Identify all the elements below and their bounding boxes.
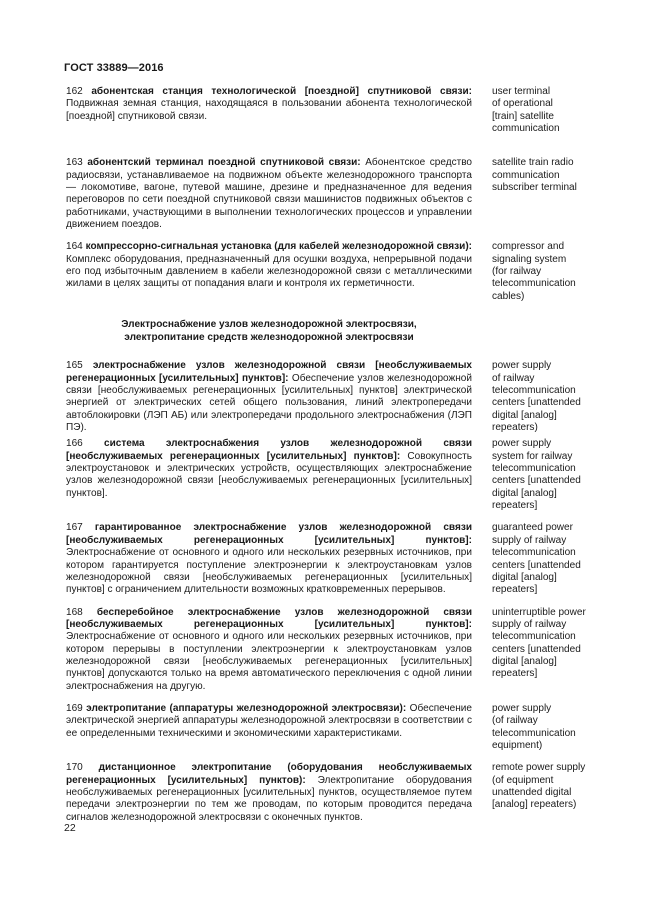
term-ru [66,607,472,693]
term-ru [66,86,472,123]
term-en-line: telecommunication [492,278,576,290]
term-en-line: of railway [492,372,535,384]
term-definition: Подвижная земная станция, находящаяся в пользовании абонента технологической [поездной] спутниковой связи. [66,98,472,122]
term-en [492,438,592,512]
term-en-line: signaling system [492,253,567,265]
term-definition: Электроснабжение от основного и одного или нескольких резервных источников, при котором перерывы в поступлении электроэнергии к электроустановкам узлов железнодорожной связи [необслуживаемых регенерационных [усилительных] пунктов] допускаются только на время автоматического переключения с одной линии электроснабжения на другую. [66,631,472,692]
term-en-line: digital [analog] [492,571,557,583]
term-entry-162 [66,86,590,135]
page-number: 22 [64,822,76,834]
term-definition: Электроснабжение от основного и одного или нескольких резервных источников, при котором гарантируется поступление электроэнергии к электроустановкам узлов железнодорожной связи [необслуживаемых регенерационных [усилительных] пунктов] с ограничением длительности возможных кратковременных перерывов. [66,547,472,596]
term-title: бесперебойное электроснабжение узлов железнодорожной связи [необслуживаемых регенерационных [усилительных] пунктов]: [66,606,472,630]
term-title: абонентский терминал поездной спутниковой связи: [87,157,361,169]
term-en-line: power supply [492,360,552,372]
term-en-line: [train] satellite [492,110,554,122]
term-en-line: satellite train radio [492,157,574,169]
term-en-line: centers [unattended [492,643,581,655]
term-en [492,360,592,434]
term-en-line: telecommunication [492,463,576,475]
term-en [492,762,592,811]
term-en-line: power supply [492,438,552,450]
term-en-line: communication [492,169,560,181]
term-en [492,86,592,135]
term-number: 169 [66,702,83,714]
term-en-line: user terminal [492,86,551,97]
term-ru [66,157,472,231]
term-en-line: repeaters] [492,584,538,596]
term-en-line: centers [unattended [492,397,581,409]
term-en-line: (of equipment [492,774,554,786]
term-definition: Совокупность электроустановок и электрических устройств, осуществляющих электроснабжение узлов железнодорожной связи [необслуживаемых регенерационных [усилительных] пунктов]. [66,450,472,499]
term-en-line: digital [analog] [492,655,557,667]
term-en-line: supply of railway [492,534,567,546]
term-en [492,157,592,194]
term-en-line: digital [analog] [492,487,557,499]
term-en [492,522,592,596]
term-en-line: telecommunication [492,385,576,397]
term-number: 163 [66,157,83,169]
term-en-line: [analog] repeaters) [492,799,577,811]
term-en-line: cables) [492,290,525,302]
term-number: 167 [66,522,83,534]
term-entry-170 [66,762,590,824]
term-en-line: remote power supply [492,762,586,774]
term-number: 165 [66,360,83,372]
section-title-line: Электроснабжение узлов железнодорожной электросвязи, [121,319,417,331]
term-entry-165 [66,360,590,434]
term-en-line: (of railway [492,715,538,727]
term-en-line: system for railway [492,450,573,462]
term-definition: Обеспечение узлов железнодорожной связи [необслуживаемых регенерационных [усилительных] пунктов] электрической энергией от электрических сетей общего пользования, линий электропередачи автоблокировки (ЛЭП АБ) или электропередачи продольного электроснабжения (ЛЭП ПЭ). [66,372,472,434]
term-entry-166 [66,438,590,512]
term-definition: Комплекс оборудования, предназначенный для осушки воздуха, непрерывной подачи его под избыточным давлением в кабели железнодорожной связи с металлическими жилами в целях защиты от попадания влаги и контроля их герметичности. [66,253,472,290]
term-number: 168 [66,606,83,618]
term-en-line: power supply [492,702,552,714]
term-en-line: unattended digital [492,787,572,798]
term-en-line: repeaters] [492,668,538,680]
term-ru [66,762,472,824]
term-en-line: compressor and [492,241,565,253]
term-number: 162 [66,86,83,97]
term-title: абонентская станция технологической [поездной] спутниковой связи: [91,86,473,97]
term-title: электроснабжение узлов железнодорожной связи [необслуживаемых регенерационных [усилительных] пунктов]: [66,360,472,384]
term-en-line: telecommunication [492,631,576,643]
term-title: система электроснабжения узлов железнодорожной связи [необслуживаемых регенерационных [усилительных] пунктов]: [66,438,472,462]
term-entry-163 [66,157,590,231]
term-en-line: centers [unattended [492,475,581,487]
term-entry-168 [66,607,590,693]
term-en-line: telecommunication [492,727,576,739]
term-ru [66,703,472,740]
term-title: дистанционное электропитание (оборудования необслуживаемых регенерационных [усилительных] пунктов): [66,762,472,786]
term-entry-167 [66,522,590,596]
term-en-line: digital [analog] [492,409,557,421]
term-ru [66,360,472,434]
term-number: 166 [66,438,83,450]
term-title: электропитание (аппаратуры железнодорожной электросвязи): [86,702,407,714]
term-en-line: equipment) [492,739,543,751]
document-header: ГОСТ 33889—2016 [64,62,164,74]
term-en-line: (for railway [492,266,542,278]
term-ru [66,522,472,596]
term-ru [66,438,472,500]
term-title: гарантированное электроснабжение узлов железнодорожной связи [необслуживаемых регенерационных [усилительных] пунктов]: [66,522,473,546]
term-en [492,241,592,303]
section-title [66,319,472,344]
term-number: 164 [66,241,83,253]
term-en-line: of operational [492,98,553,110]
term-en-line: repeaters) [492,422,538,434]
term-entry-164 [66,241,590,303]
term-ru [66,241,472,290]
term-title: компрессорно-сигнальная установка (для кабелей железнодорожной связи): [85,241,473,253]
term-entry-169 [66,703,590,752]
term-en-line: subscriber terminal [492,182,577,194]
term-en [492,703,592,752]
term-number: 170 [66,762,83,774]
term-definition: Электропитание оборудования необслуживаемых регенерационных [усилительных] пунктов, осуществляемое путем передачи электроэнергии по тем же проводам, по которым проводится передача сигналов железнодорожной электросвязи с оконечных пунктов. [66,774,472,823]
term-en [492,607,592,681]
term-en-line: uninterruptible power [492,606,586,618]
term-definition: Обеспечение электрической энергией аппаратуры железнодорожной электросвязи в соответствии с ее определенными техническими и экономическими характеристиками. [66,702,472,739]
terms-content [66,86,590,824]
term-en-line: repeaters] [492,500,538,512]
term-definition: Абонентское средство радиосвязи, устанавливаемое на подвижном объекте железнодорожного транспорта — локомотиве, вагоне, путевой машине, дрезине и предназначенное для ведения переговоров по сети поездной спутниковой связи машинистов подвижных объектов с работниками, участвующими в выполнении технологических процессов и управлении движением поездов. [66,157,473,231]
section-title-line: электропитание средств железнодорожной электросвязи [124,331,414,343]
term-en-line: centers [unattended [492,559,581,571]
term-en-line: telecommunication [492,547,576,559]
term-en-line: supply of railway [492,618,567,630]
term-en-line: communication [492,123,560,135]
term-en-line: guaranteed power [492,522,573,534]
